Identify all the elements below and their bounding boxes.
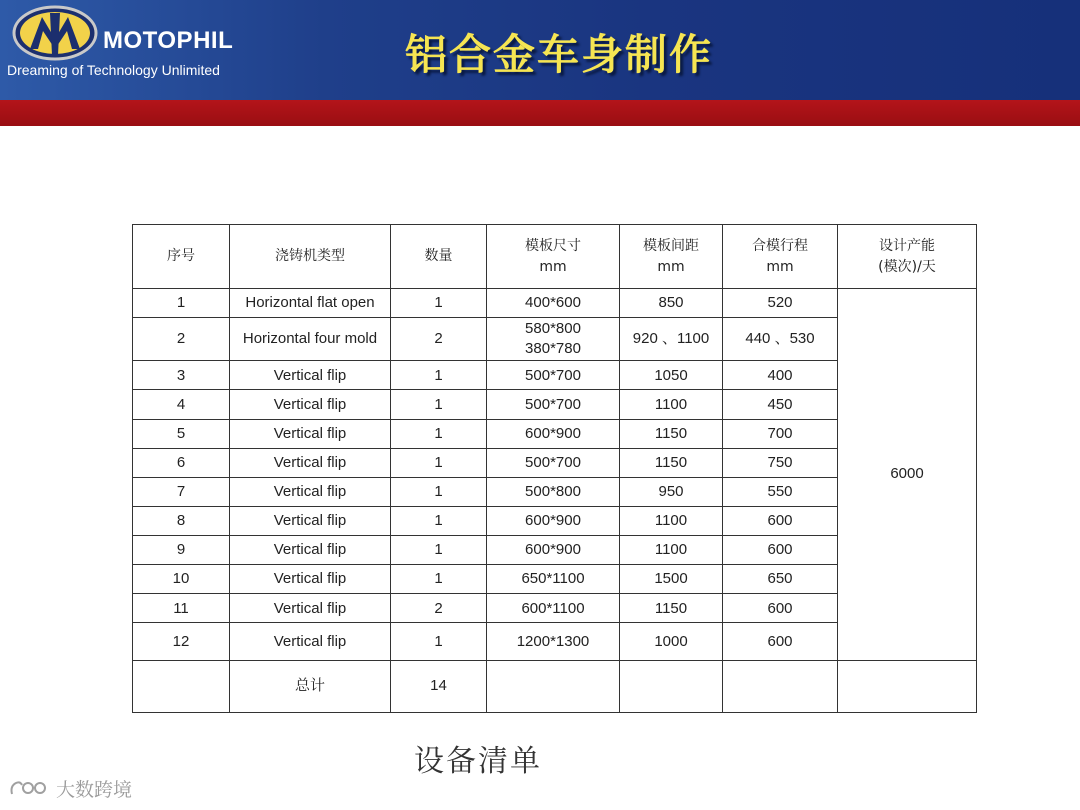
cell-index: 7: [133, 477, 230, 506]
header-template-size: [487, 225, 620, 289]
cell-design-capacity: 6000: [838, 289, 977, 661]
header-mold-stroke-unit: mm: [766, 258, 794, 275]
cell-type: Vertical flip: [230, 623, 391, 660]
cell-spacing: 1100: [620, 536, 723, 565]
header-design-capacity-label: 设计产能: [879, 238, 935, 255]
cell-type: Vertical flip: [230, 536, 391, 565]
cell-type: Horizontal flat open: [230, 289, 391, 318]
cell-total-qty: 14: [391, 660, 487, 712]
header-mold-stroke: [723, 225, 838, 289]
equipment-table: [132, 224, 977, 713]
header-template-size-label: 模板尺寸: [525, 238, 581, 255]
cell-stroke: 600: [723, 594, 838, 623]
cell-size: 650*1100: [487, 565, 620, 594]
cell-size: 500*700: [487, 390, 620, 419]
cell-stroke: 440 、530: [723, 318, 838, 361]
cell-qty: 2: [391, 318, 487, 361]
cell-index: 9: [133, 536, 230, 565]
cell-stroke: 700: [723, 419, 838, 448]
cell-stroke: 600: [723, 506, 838, 535]
cell-qty: 1: [391, 565, 487, 594]
cell-spacing: 1000: [620, 623, 723, 660]
cell-index: 5: [133, 419, 230, 448]
cell-spacing: 1150: [620, 419, 723, 448]
cell-type: Vertical flip: [230, 361, 391, 390]
header-template-size-unit: mm: [539, 258, 567, 275]
cell-stroke: 520: [723, 289, 838, 318]
table-total-row: [133, 660, 977, 712]
cell-type: Vertical flip: [230, 565, 391, 594]
cell-stroke: 600: [723, 536, 838, 565]
cell-index: 8: [133, 506, 230, 535]
brand-slogan: Dreaming of Technology Unlimited: [7, 62, 220, 78]
header-quantity: 数量: [391, 225, 487, 289]
cell-size: 600*1100: [487, 594, 620, 623]
watermark-text: 大数跨境: [56, 779, 133, 801]
header-template-spacing-unit: mm: [657, 258, 685, 275]
cell-qty: 1: [391, 361, 487, 390]
cell-type: Vertical flip: [230, 419, 391, 448]
cell-spacing: 1100: [620, 506, 723, 535]
brand-name: MOTOPHIL: [103, 27, 234, 54]
cell-type: Vertical flip: [230, 594, 391, 623]
motophil-logo-icon: [12, 5, 98, 61]
cell-type: Vertical flip: [230, 390, 391, 419]
cell-index: 11: [133, 594, 230, 623]
cell-size: [487, 318, 620, 361]
cell-empty: [133, 660, 230, 712]
table-row: [133, 289, 977, 318]
cell-size: 500*700: [487, 361, 620, 390]
cell-empty: [838, 660, 977, 712]
cell-empty: [620, 660, 723, 712]
watermark: [8, 775, 132, 802]
cell-stroke: 550: [723, 477, 838, 506]
header-machine-type: 浇铸机类型: [230, 225, 391, 289]
cell-spacing: 850: [620, 289, 723, 318]
cell-stroke: 650: [723, 565, 838, 594]
cell-size: 600*900: [487, 506, 620, 535]
cell-stroke: 400: [723, 361, 838, 390]
cell-empty: [487, 660, 620, 712]
table-header-row: [133, 225, 977, 289]
cell-size: 500*700: [487, 448, 620, 477]
cell-stroke: 600: [723, 623, 838, 660]
cell-qty: 1: [391, 623, 487, 660]
header-index: 序号: [133, 225, 230, 289]
cell-size: 1200*1300: [487, 623, 620, 660]
cell-index: 2: [133, 318, 230, 361]
cell-spacing: 1500: [620, 565, 723, 594]
cell-index: 3: [133, 361, 230, 390]
cell-qty: 1: [391, 506, 487, 535]
header-template-spacing: [620, 225, 723, 289]
cell-index: 12: [133, 623, 230, 660]
header-template-spacing-label: 模板间距: [643, 238, 699, 255]
header-design-capacity-unit: (模次)/天: [878, 258, 936, 275]
cell-size: 600*900: [487, 419, 620, 448]
cell-size: 500*800: [487, 477, 620, 506]
cell-qty: 1: [391, 289, 487, 318]
cell-qty: 1: [391, 390, 487, 419]
cell-size: 600*900: [487, 536, 620, 565]
cell-stroke: 750: [723, 448, 838, 477]
cell-spacing: 1150: [620, 594, 723, 623]
cell-spacing: 1150: [620, 448, 723, 477]
cell-size: 400*600: [487, 289, 620, 318]
header-red-band: [0, 100, 1080, 126]
cell-qty: 1: [391, 448, 487, 477]
cell-spacing: 1050: [620, 361, 723, 390]
cell-total-label: 总计: [230, 660, 391, 712]
slide-title: 铝合金车身制作: [405, 30, 714, 79]
cell-spacing: 1100: [620, 390, 723, 419]
cell-index: 4: [133, 390, 230, 419]
cell-index: 1: [133, 289, 230, 318]
cell-index: 10: [133, 565, 230, 594]
cell-size-line-2: 380*780: [525, 340, 581, 358]
cell-qty: 1: [391, 419, 487, 448]
cell-qty: 2: [391, 594, 487, 623]
cell-index: 6: [133, 448, 230, 477]
cell-qty: 1: [391, 477, 487, 506]
cell-type: Vertical flip: [230, 506, 391, 535]
cell-spacing: 920 、1100: [620, 318, 723, 361]
cell-type: Vertical flip: [230, 448, 391, 477]
table-caption: 设备清单: [414, 744, 542, 779]
cell-type: Vertical flip: [230, 477, 391, 506]
cell-qty: 1: [391, 536, 487, 565]
cell-size-line-1: 580*800: [525, 319, 581, 337]
cell-spacing: 950: [620, 477, 723, 506]
cell-empty: [723, 660, 838, 712]
cell-stroke: 450: [723, 390, 838, 419]
watermark-logo-icon: [8, 778, 52, 800]
header-mold-stroke-label: 合模行程: [752, 238, 808, 255]
header-design-capacity: [838, 225, 977, 289]
cell-type: Horizontal four mold: [230, 318, 391, 361]
